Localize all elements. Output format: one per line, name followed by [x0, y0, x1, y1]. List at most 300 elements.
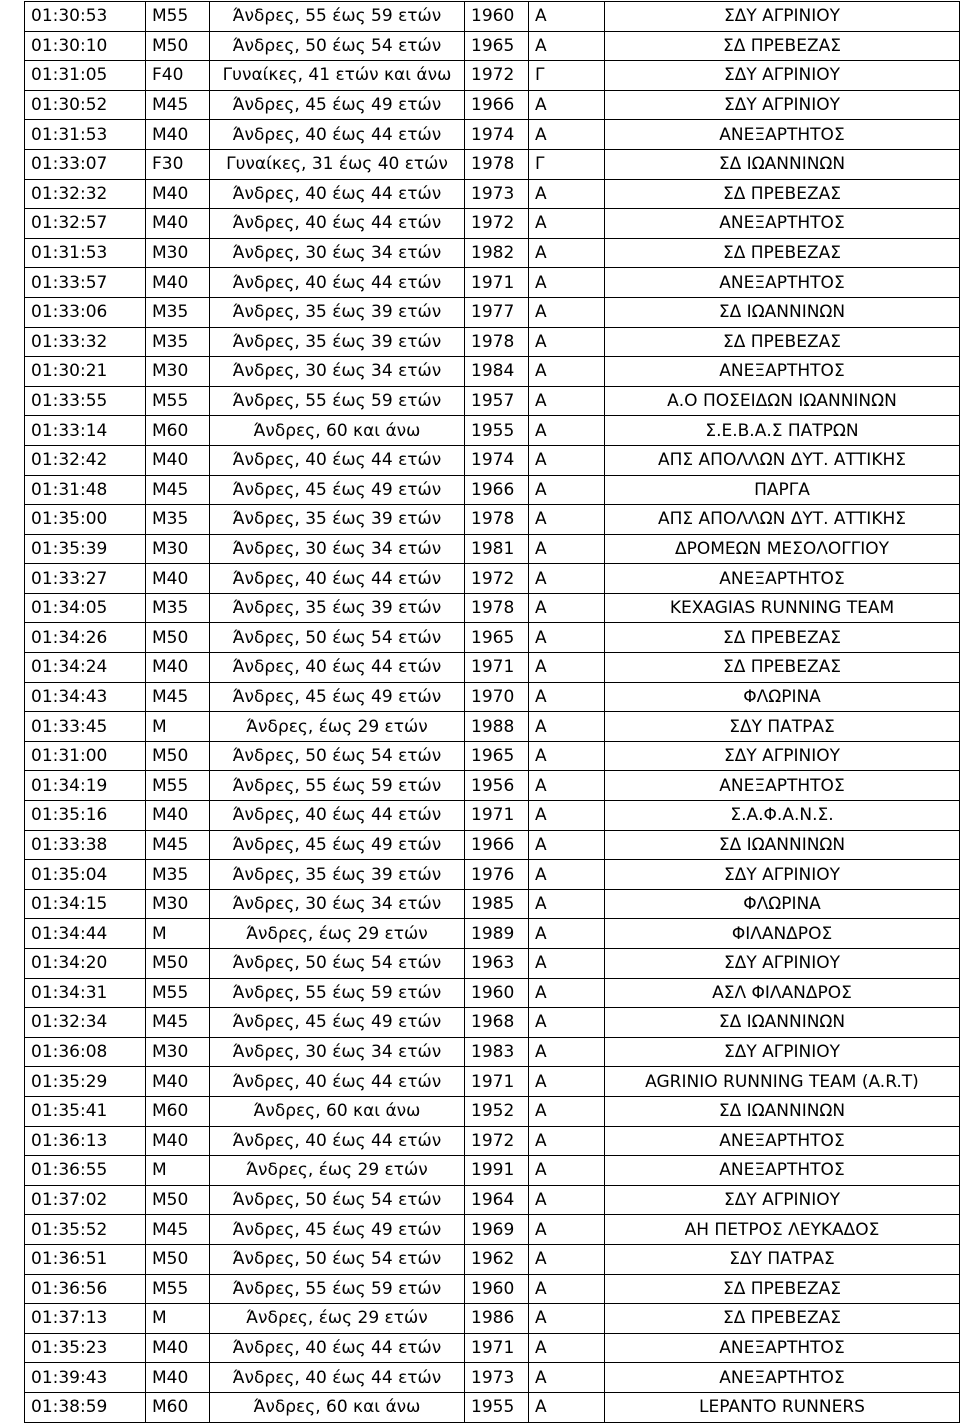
table-row	[25, 149, 960, 179]
time-cell: 01:38:59	[25, 1392, 146, 1422]
category-cell: F30	[146, 149, 210, 179]
class-cell: Α	[529, 2, 605, 32]
time-cell: 01:33:14	[25, 416, 146, 446]
category-cell: M50	[146, 741, 210, 771]
time-cell: 01:36:56	[25, 1274, 146, 1304]
category-cell: M40	[146, 209, 210, 239]
birth-year-cell: 1972	[465, 564, 529, 594]
birth-year-cell: 1974	[465, 120, 529, 150]
category-cell: M	[146, 919, 210, 949]
club-cell: ΣΔΥ ΠΑΤΡΑΣ	[605, 712, 960, 742]
birth-year-cell: 1978	[465, 327, 529, 357]
club-cell: ΣΔΥ ΑΓΡΙΝΙΟΥ	[605, 741, 960, 771]
category-description-cell: Άνδρες, 40 έως 44 ετών	[210, 1126, 465, 1156]
table-row	[25, 505, 960, 535]
table-row	[25, 919, 960, 949]
category-cell: F40	[146, 61, 210, 91]
category-cell: M30	[146, 1037, 210, 1067]
category-description-cell: Άνδρες, 45 έως 49 ετών	[210, 682, 465, 712]
class-cell: Α	[529, 179, 605, 209]
club-cell: ΑΝΕΞΑΡΤΗΤΟΣ	[605, 1126, 960, 1156]
results-table	[24, 1, 960, 1423]
club-cell: ΣΔΥ ΑΓΡΙΝΙΟΥ	[605, 90, 960, 120]
time-cell: 01:35:52	[25, 1215, 146, 1245]
birth-year-cell: 1973	[465, 179, 529, 209]
time-cell: 01:30:52	[25, 90, 146, 120]
category-cell: M40	[146, 268, 210, 298]
time-cell: 01:33:27	[25, 564, 146, 594]
category-cell: M30	[146, 238, 210, 268]
category-cell: M35	[146, 505, 210, 535]
category-cell: M45	[146, 682, 210, 712]
class-cell: Α	[529, 238, 605, 268]
table-row	[25, 209, 960, 239]
club-cell: ΑΝΕΞΑΡΤΗΤΟΣ	[605, 1363, 960, 1393]
birth-year-cell: 1972	[465, 209, 529, 239]
category-description-cell: Άνδρες, 55 έως 59 ετών	[210, 1274, 465, 1304]
table-row	[25, 741, 960, 771]
time-cell: 01:31:48	[25, 475, 146, 505]
category-description-cell: Άνδρες, 45 έως 49 ετών	[210, 90, 465, 120]
time-cell: 01:36:51	[25, 1244, 146, 1274]
time-cell: 01:35:00	[25, 505, 146, 535]
birth-year-cell: 1957	[465, 386, 529, 416]
table-row	[25, 1304, 960, 1334]
time-cell: 01:35:04	[25, 860, 146, 890]
class-cell: Γ	[529, 149, 605, 179]
table-row	[25, 238, 960, 268]
table-row	[25, 1185, 960, 1215]
category-cell: M45	[146, 475, 210, 505]
category-cell: M35	[146, 297, 210, 327]
class-cell: Α	[529, 475, 605, 505]
time-cell: 01:35:23	[25, 1333, 146, 1363]
club-cell: ΑΝΕΞΑΡΤΗΤΟΣ	[605, 120, 960, 150]
birth-year-cell: 1965	[465, 741, 529, 771]
category-cell: M45	[146, 1008, 210, 1038]
results-table-body	[25, 2, 960, 1423]
category-cell: M50	[146, 623, 210, 653]
table-row	[25, 1363, 960, 1393]
birth-year-cell: 1972	[465, 61, 529, 91]
category-description-cell: Άνδρες, 35 έως 39 ετών	[210, 593, 465, 623]
club-cell: ΣΔ ΠΡΕΒΕΖΑΣ	[605, 1274, 960, 1304]
club-cell: ΣΔ ΙΩΑΝΝΙΝΩΝ	[605, 1096, 960, 1126]
time-cell: 01:35:41	[25, 1096, 146, 1126]
category-cell: M40	[146, 445, 210, 475]
birth-year-cell: 1966	[465, 475, 529, 505]
category-cell: M30	[146, 534, 210, 564]
table-row	[25, 268, 960, 298]
club-cell: ΣΔΥ ΠΑΤΡΑΣ	[605, 1244, 960, 1274]
time-cell: 01:34:19	[25, 771, 146, 801]
club-cell: LEPANTO RUNNERS	[605, 1392, 960, 1422]
class-cell: Α	[529, 1008, 605, 1038]
birth-year-cell: 1982	[465, 238, 529, 268]
birth-year-cell: 1970	[465, 682, 529, 712]
club-cell: ΣΔ ΙΩΑΝΝΙΝΩΝ	[605, 1008, 960, 1038]
time-cell: 01:31:00	[25, 741, 146, 771]
class-cell: Α	[529, 1037, 605, 1067]
table-row	[25, 860, 960, 890]
table-row	[25, 120, 960, 150]
club-cell: ΦΙΛΑΝΔΡΟΣ	[605, 919, 960, 949]
category-description-cell: Άνδρες, 40 έως 44 ετών	[210, 1363, 465, 1393]
birth-year-cell: 1981	[465, 534, 529, 564]
birth-year-cell: 1988	[465, 712, 529, 742]
club-cell: ΣΔΥ ΑΓΡΙΝΙΟΥ	[605, 61, 960, 91]
table-row	[25, 1126, 960, 1156]
birth-year-cell: 1973	[465, 1363, 529, 1393]
table-row	[25, 682, 960, 712]
table-row	[25, 297, 960, 327]
time-cell: 01:33:55	[25, 386, 146, 416]
club-cell: ΑΝΕΞΑΡΤΗΤΟΣ	[605, 771, 960, 801]
birth-year-cell: 1962	[465, 1244, 529, 1274]
table-row	[25, 61, 960, 91]
club-cell: ΑΝΕΞΑΡΤΗΤΟΣ	[605, 1156, 960, 1186]
club-cell: ΑΝΕΞΑΡΤΗΤΟΣ	[605, 1333, 960, 1363]
class-cell: Α	[529, 120, 605, 150]
category-description-cell: Άνδρες, 45 έως 49 ετών	[210, 1215, 465, 1245]
club-cell: ΣΔ ΠΡΕΒΕΖΑΣ	[605, 653, 960, 683]
table-row	[25, 327, 960, 357]
class-cell: Α	[529, 860, 605, 890]
class-cell: Α	[529, 327, 605, 357]
class-cell: Α	[529, 90, 605, 120]
club-cell: ΣΔΥ ΑΓΡΙΝΙΟΥ	[605, 1185, 960, 1215]
class-cell: Α	[529, 741, 605, 771]
club-cell: ΣΔΥ ΑΓΡΙΝΙΟΥ	[605, 1037, 960, 1067]
category-description-cell: Άνδρες, έως 29 ετών	[210, 712, 465, 742]
birth-year-cell: 1977	[465, 297, 529, 327]
class-cell: Α	[529, 1333, 605, 1363]
time-cell: 01:33:45	[25, 712, 146, 742]
time-cell: 01:33:06	[25, 297, 146, 327]
category-cell: M60	[146, 416, 210, 446]
club-cell: ΣΔ ΠΡΕΒΕΖΑΣ	[605, 238, 960, 268]
category-cell: M	[146, 1156, 210, 1186]
category-description-cell: Άνδρες, 55 έως 59 ετών	[210, 978, 465, 1008]
birth-year-cell: 1971	[465, 1067, 529, 1097]
category-cell: M45	[146, 1215, 210, 1245]
category-description-cell: Άνδρες, 40 έως 44 ετών	[210, 120, 465, 150]
club-cell: ΣΔ ΠΡΕΒΕΖΑΣ	[605, 623, 960, 653]
category-description-cell: Άνδρες, 40 έως 44 ετών	[210, 445, 465, 475]
class-cell: Α	[529, 1363, 605, 1393]
time-cell: 01:34:31	[25, 978, 146, 1008]
time-cell: 01:35:16	[25, 801, 146, 831]
birth-year-cell: 1978	[465, 505, 529, 535]
table-row	[25, 1244, 960, 1274]
category-description-cell: Άνδρες, 50 έως 54 ετών	[210, 1244, 465, 1274]
time-cell: 01:34:05	[25, 593, 146, 623]
time-cell: 01:30:10	[25, 31, 146, 61]
category-description-cell: Άνδρες, 35 έως 39 ετών	[210, 505, 465, 535]
birth-year-cell: 1983	[465, 1037, 529, 1067]
category-description-cell: Άνδρες, 35 έως 39 ετών	[210, 327, 465, 357]
class-cell: Γ	[529, 61, 605, 91]
table-row	[25, 445, 960, 475]
category-cell: M50	[146, 1244, 210, 1274]
time-cell: 01:35:39	[25, 534, 146, 564]
time-cell: 01:34:15	[25, 889, 146, 919]
birth-year-cell: 1955	[465, 1392, 529, 1422]
table-row	[25, 889, 960, 919]
class-cell: Α	[529, 1244, 605, 1274]
class-cell: Α	[529, 1185, 605, 1215]
category-description-cell: Άνδρες, 45 έως 49 ετών	[210, 1008, 465, 1038]
table-row	[25, 949, 960, 979]
category-cell: M55	[146, 771, 210, 801]
category-description-cell: Άνδρες, 35 έως 39 ετών	[210, 297, 465, 327]
table-row	[25, 712, 960, 742]
category-description-cell: Άνδρες, έως 29 ετών	[210, 1156, 465, 1186]
club-cell: ΔΡΟΜΕΩΝ ΜΕΣΟΛΟΓΓΙΟΥ	[605, 534, 960, 564]
table-row	[25, 653, 960, 683]
class-cell: Α	[529, 771, 605, 801]
club-cell: ΠΑΡΓΑ	[605, 475, 960, 505]
club-cell: ΣΔΥ ΑΓΡΙΝΙΟΥ	[605, 949, 960, 979]
birth-year-cell: 1960	[465, 1274, 529, 1304]
category-description-cell: Άνδρες, 35 έως 39 ετών	[210, 860, 465, 890]
birth-year-cell: 1978	[465, 149, 529, 179]
birth-year-cell: 1952	[465, 1096, 529, 1126]
class-cell: Α	[529, 653, 605, 683]
birth-year-cell: 1971	[465, 653, 529, 683]
time-cell: 01:31:53	[25, 120, 146, 150]
category-description-cell: Άνδρες, 40 έως 44 ετών	[210, 653, 465, 683]
category-description-cell: Άνδρες, 30 έως 34 ετών	[210, 889, 465, 919]
club-cell: ΣΔ ΠΡΕΒΕΖΑΣ	[605, 31, 960, 61]
class-cell: Α	[529, 889, 605, 919]
category-description-cell: Άνδρες, έως 29 ετών	[210, 1304, 465, 1334]
table-row	[25, 564, 960, 594]
category-cell: M60	[146, 1392, 210, 1422]
category-cell: M	[146, 1304, 210, 1334]
birth-year-cell: 1991	[465, 1156, 529, 1186]
category-cell: M	[146, 712, 210, 742]
table-row	[25, 31, 960, 61]
table-row	[25, 1215, 960, 1245]
category-description-cell: Άνδρες, 30 έως 34 ετών	[210, 1037, 465, 1067]
club-cell: ΑΠΣ ΑΠΟΛΛΩΝ ΔΥΤ. ΑΤΤΙΚΗΣ	[605, 505, 960, 535]
table-row	[25, 1333, 960, 1363]
club-cell: ΦΛΩΡΙΝΑ	[605, 682, 960, 712]
club-cell: ΣΔ ΠΡΕΒΕΖΑΣ	[605, 179, 960, 209]
class-cell: Α	[529, 1156, 605, 1186]
table-row	[25, 416, 960, 446]
class-cell: Α	[529, 564, 605, 594]
time-cell: 01:30:21	[25, 357, 146, 387]
category-cell: M40	[146, 120, 210, 150]
club-cell: ΦΛΩΡΙΝΑ	[605, 889, 960, 919]
club-cell: ΣΔΥ ΑΓΡΙΝΙΟΥ	[605, 860, 960, 890]
category-cell: M40	[146, 1067, 210, 1097]
class-cell: Α	[529, 1274, 605, 1304]
table-row	[25, 1037, 960, 1067]
club-cell: Α.Ο ΠΟΣΕΙΔΩΝ ΙΩΑΝΝΙΝΩΝ	[605, 386, 960, 416]
category-description-cell: Γυναίκες, 31 έως 40 ετών	[210, 149, 465, 179]
category-description-cell: Άνδρες, 50 έως 54 ετών	[210, 949, 465, 979]
category-description-cell: Άνδρες, 60 και άνω	[210, 1392, 465, 1422]
category-description-cell: Άνδρες, 40 έως 44 ετών	[210, 209, 465, 239]
club-cell: ΣΔ ΠΡΕΒΕΖΑΣ	[605, 1304, 960, 1334]
category-cell: M60	[146, 1096, 210, 1126]
birth-year-cell: 1985	[465, 889, 529, 919]
class-cell: Α	[529, 919, 605, 949]
birth-year-cell: 1965	[465, 623, 529, 653]
time-cell: 01:31:05	[25, 61, 146, 91]
class-cell: Α	[529, 357, 605, 387]
club-cell: ΣΔ ΙΩΑΝΝΙΝΩΝ	[605, 297, 960, 327]
category-description-cell: Άνδρες, 30 έως 34 ετών	[210, 534, 465, 564]
time-cell: 01:33:32	[25, 327, 146, 357]
time-cell: 01:37:02	[25, 1185, 146, 1215]
club-cell: ΣΔ ΙΩΑΝΝΙΝΩΝ	[605, 149, 960, 179]
birth-year-cell: 1971	[465, 268, 529, 298]
club-cell: KEXAGIAS RUNNING TEAM	[605, 593, 960, 623]
time-cell: 01:33:57	[25, 268, 146, 298]
class-cell: Α	[529, 268, 605, 298]
class-cell: Α	[529, 505, 605, 535]
category-cell: M50	[146, 31, 210, 61]
category-cell: M35	[146, 327, 210, 357]
class-cell: Α	[529, 593, 605, 623]
club-cell: Σ.Α.Φ.Α.Ν.Σ.	[605, 801, 960, 831]
club-cell: ΑΠΣ ΑΠΟΛΛΩΝ ΔΥΤ. ΑΤΤΙΚΗΣ	[605, 445, 960, 475]
time-cell: 01:35:29	[25, 1067, 146, 1097]
category-cell: M40	[146, 1126, 210, 1156]
category-description-cell: Άνδρες, 40 έως 44 ετών	[210, 801, 465, 831]
category-description-cell: Άνδρες, 45 έως 49 ετών	[210, 475, 465, 505]
club-cell: ΣΔΥ ΑΓΡΙΝΙΟΥ	[605, 2, 960, 32]
club-cell: ΣΔ ΠΡΕΒΕΖΑΣ	[605, 327, 960, 357]
category-cell: M30	[146, 889, 210, 919]
class-cell: Α	[529, 416, 605, 446]
birth-year-cell: 1965	[465, 31, 529, 61]
birth-year-cell: 1964	[465, 1185, 529, 1215]
class-cell: Α	[529, 297, 605, 327]
category-cell: M55	[146, 1274, 210, 1304]
table-row	[25, 623, 960, 653]
birth-year-cell: 1963	[465, 949, 529, 979]
class-cell: Α	[529, 1304, 605, 1334]
table-row	[25, 1008, 960, 1038]
birth-year-cell: 1972	[465, 1126, 529, 1156]
table-row	[25, 534, 960, 564]
category-cell: M40	[146, 1333, 210, 1363]
category-cell: M50	[146, 1185, 210, 1215]
category-description-cell: Άνδρες, 55 έως 59 ετών	[210, 386, 465, 416]
birth-year-cell: 1984	[465, 357, 529, 387]
class-cell: Α	[529, 682, 605, 712]
table-row	[25, 90, 960, 120]
birth-year-cell: 1956	[465, 771, 529, 801]
time-cell: 01:32:57	[25, 209, 146, 239]
category-description-cell: Άνδρες, 60 και άνω	[210, 416, 465, 446]
birth-year-cell: 1971	[465, 801, 529, 831]
class-cell: Α	[529, 445, 605, 475]
table-row	[25, 357, 960, 387]
table-row	[25, 771, 960, 801]
category-cell: M40	[146, 801, 210, 831]
time-cell: 01:32:32	[25, 179, 146, 209]
table-row	[25, 1274, 960, 1304]
table-row	[25, 1156, 960, 1186]
category-cell: M50	[146, 949, 210, 979]
class-cell: Α	[529, 978, 605, 1008]
time-cell: 01:34:24	[25, 653, 146, 683]
category-description-cell: Άνδρες, 55 έως 59 ετών	[210, 2, 465, 32]
birth-year-cell: 1978	[465, 593, 529, 623]
time-cell: 01:34:26	[25, 623, 146, 653]
birth-year-cell: 1989	[465, 919, 529, 949]
birth-year-cell: 1971	[465, 1333, 529, 1363]
time-cell: 01:30:53	[25, 2, 146, 32]
time-cell: 01:33:07	[25, 149, 146, 179]
category-cell: M45	[146, 830, 210, 860]
category-description-cell: Άνδρες, 40 έως 44 ετών	[210, 179, 465, 209]
time-cell: 01:34:44	[25, 919, 146, 949]
class-cell: Α	[529, 623, 605, 653]
class-cell: Α	[529, 1096, 605, 1126]
table-row	[25, 1392, 960, 1422]
time-cell: 01:36:13	[25, 1126, 146, 1156]
birth-year-cell: 1986	[465, 1304, 529, 1334]
birth-year-cell: 1966	[465, 830, 529, 860]
club-cell: AGRINIO RUNNING TEAM (A.R.T)	[605, 1067, 960, 1097]
class-cell: Α	[529, 1067, 605, 1097]
birth-year-cell: 1955	[465, 416, 529, 446]
club-cell: ΑΝΕΞΑΡΤΗΤΟΣ	[605, 564, 960, 594]
category-description-cell: Άνδρες, 40 έως 44 ετών	[210, 564, 465, 594]
class-cell: Α	[529, 209, 605, 239]
category-description-cell: Άνδρες, 50 έως 54 ετών	[210, 1185, 465, 1215]
birth-year-cell: 1960	[465, 2, 529, 32]
time-cell: 01:37:13	[25, 1304, 146, 1334]
category-cell: M40	[146, 564, 210, 594]
category-cell: M35	[146, 593, 210, 623]
time-cell: 01:31:53	[25, 238, 146, 268]
category-description-cell: Άνδρες, 50 έως 54 ετών	[210, 623, 465, 653]
class-cell: Α	[529, 1392, 605, 1422]
class-cell: Α	[529, 386, 605, 416]
table-row	[25, 1096, 960, 1126]
birth-year-cell: 1974	[465, 445, 529, 475]
category-cell: M55	[146, 978, 210, 1008]
time-cell: 01:39:43	[25, 1363, 146, 1393]
category-cell: M40	[146, 1363, 210, 1393]
category-cell: M40	[146, 653, 210, 683]
category-description-cell: Άνδρες, 40 έως 44 ετών	[210, 1333, 465, 1363]
category-cell: M55	[146, 386, 210, 416]
class-cell: Α	[529, 1126, 605, 1156]
category-description-cell: Άνδρες, 45 έως 49 ετών	[210, 830, 465, 860]
table-row	[25, 978, 960, 1008]
class-cell: Α	[529, 1215, 605, 1245]
time-cell: 01:32:42	[25, 445, 146, 475]
table-row	[25, 801, 960, 831]
category-cell: M30	[146, 357, 210, 387]
table-row	[25, 830, 960, 860]
class-cell: Α	[529, 949, 605, 979]
club-cell: ΣΔ ΙΩΑΝΝΙΝΩΝ	[605, 830, 960, 860]
category-description-cell: Άνδρες, 40 έως 44 ετών	[210, 1067, 465, 1097]
class-cell: Α	[529, 801, 605, 831]
time-cell: 01:36:55	[25, 1156, 146, 1186]
category-description-cell: Άνδρες, 55 έως 59 ετών	[210, 771, 465, 801]
